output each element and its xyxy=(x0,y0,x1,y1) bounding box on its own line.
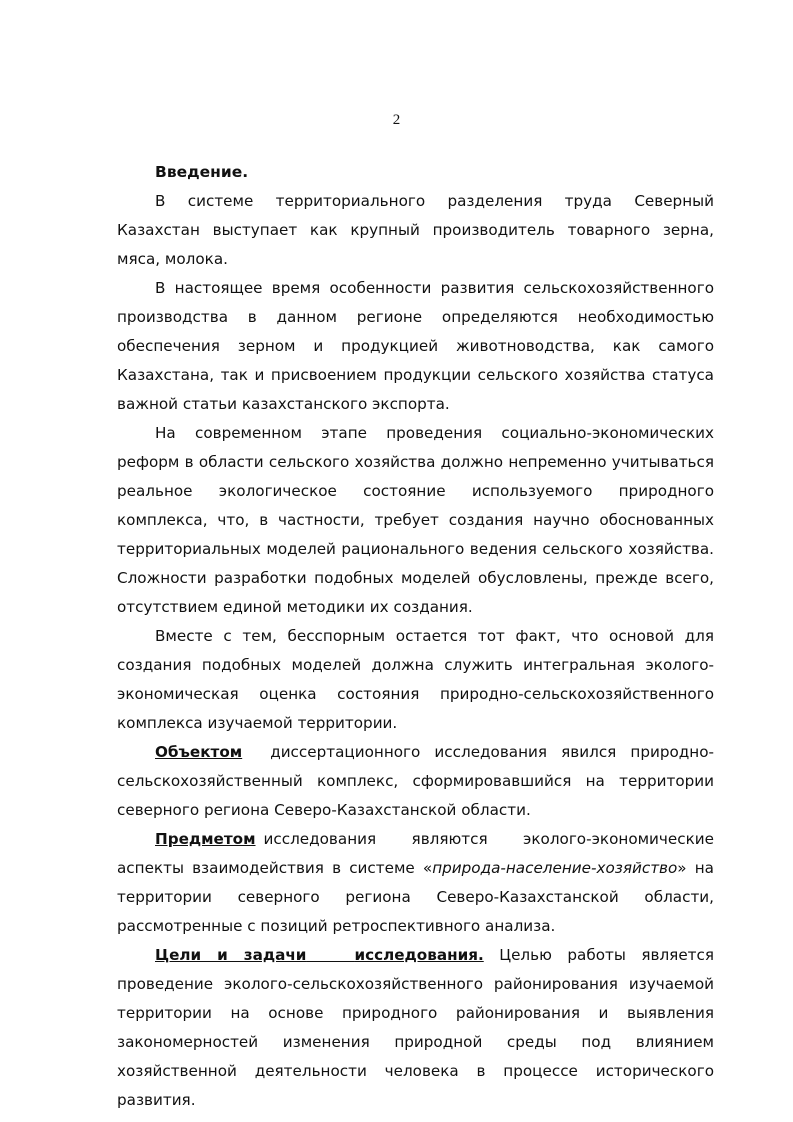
paragraph-goals xyxy=(117,941,714,1115)
goals-text: Целью работы является проведение эколого-сельскохозяйственного районирования изучаемой территории на основе природного районирования и выявления закономерностей изменения природной среды под влиянием хозяйственной деятельности человека в процессе исторического развития. xyxy=(117,946,714,1109)
section-heading: Введение. xyxy=(155,163,249,181)
paragraph-production-features: В настоящее время особенности развития сельскохозяйственного производства в данном регионе определяются необходимостью обеспечения зерном и продукцией животноводства, как самого Казахстана, так и присвоением продукции сельского хозяйства статуса важной статьи казахстанского экспорта. xyxy=(117,279,714,413)
subject-text-before: исследования являются эколого-экономические аспекты взаимодействия в системе « xyxy=(117,830,714,877)
subject-text-after: » на территории северного региона Северо-Казахстанской области, рассмотренные с позиций ретроспективного анализа. xyxy=(117,859,714,935)
subject-label: Предметом xyxy=(155,830,256,848)
paragraph-region-role: В системе территориального разделения труда Северный Казахстан выступает как крупный производитель товарного зерна, мяса, молока. xyxy=(117,192,714,268)
paragraph-research-subject xyxy=(117,825,714,941)
document-body xyxy=(117,158,714,1115)
goals-label-part1: Цели и задачи xyxy=(155,946,307,964)
object-label: Объектом xyxy=(155,743,243,761)
subject-system-italic: природа-население-хозяйство xyxy=(432,859,678,877)
paragraph-reforms: На современном этапе проведения социально-экономических реформ в области сельского хозяйства должно непременно учитываться реальное экологическое состояние используемого природного комплекса, что, в частности, требует создания научно обоснованных территориальных моделей рационального ведения сельского хозяйства. Сложности разработки подобных моделей обусловлены, прежде всего, отсутствием единой методики их создания. xyxy=(117,424,714,616)
paragraph-research-object xyxy=(117,738,714,825)
object-text: диссертационного исследования явился природно-сельскохозяйственный комплекс, сформировавшийся на территории северного региона Северо-Казахстанской области. xyxy=(117,743,714,819)
page-number: 2 xyxy=(392,112,401,128)
goals-label-part2: исследования. xyxy=(354,946,484,964)
paragraph-integral-assessment: Вместе с тем, бесспорным остается тот факт, что основой для создания подобных моделей должна служить интегральная эколого-экономическая оценка состояния природно-сельскохозяйственного комплекса изучаемой территории. xyxy=(117,627,714,732)
